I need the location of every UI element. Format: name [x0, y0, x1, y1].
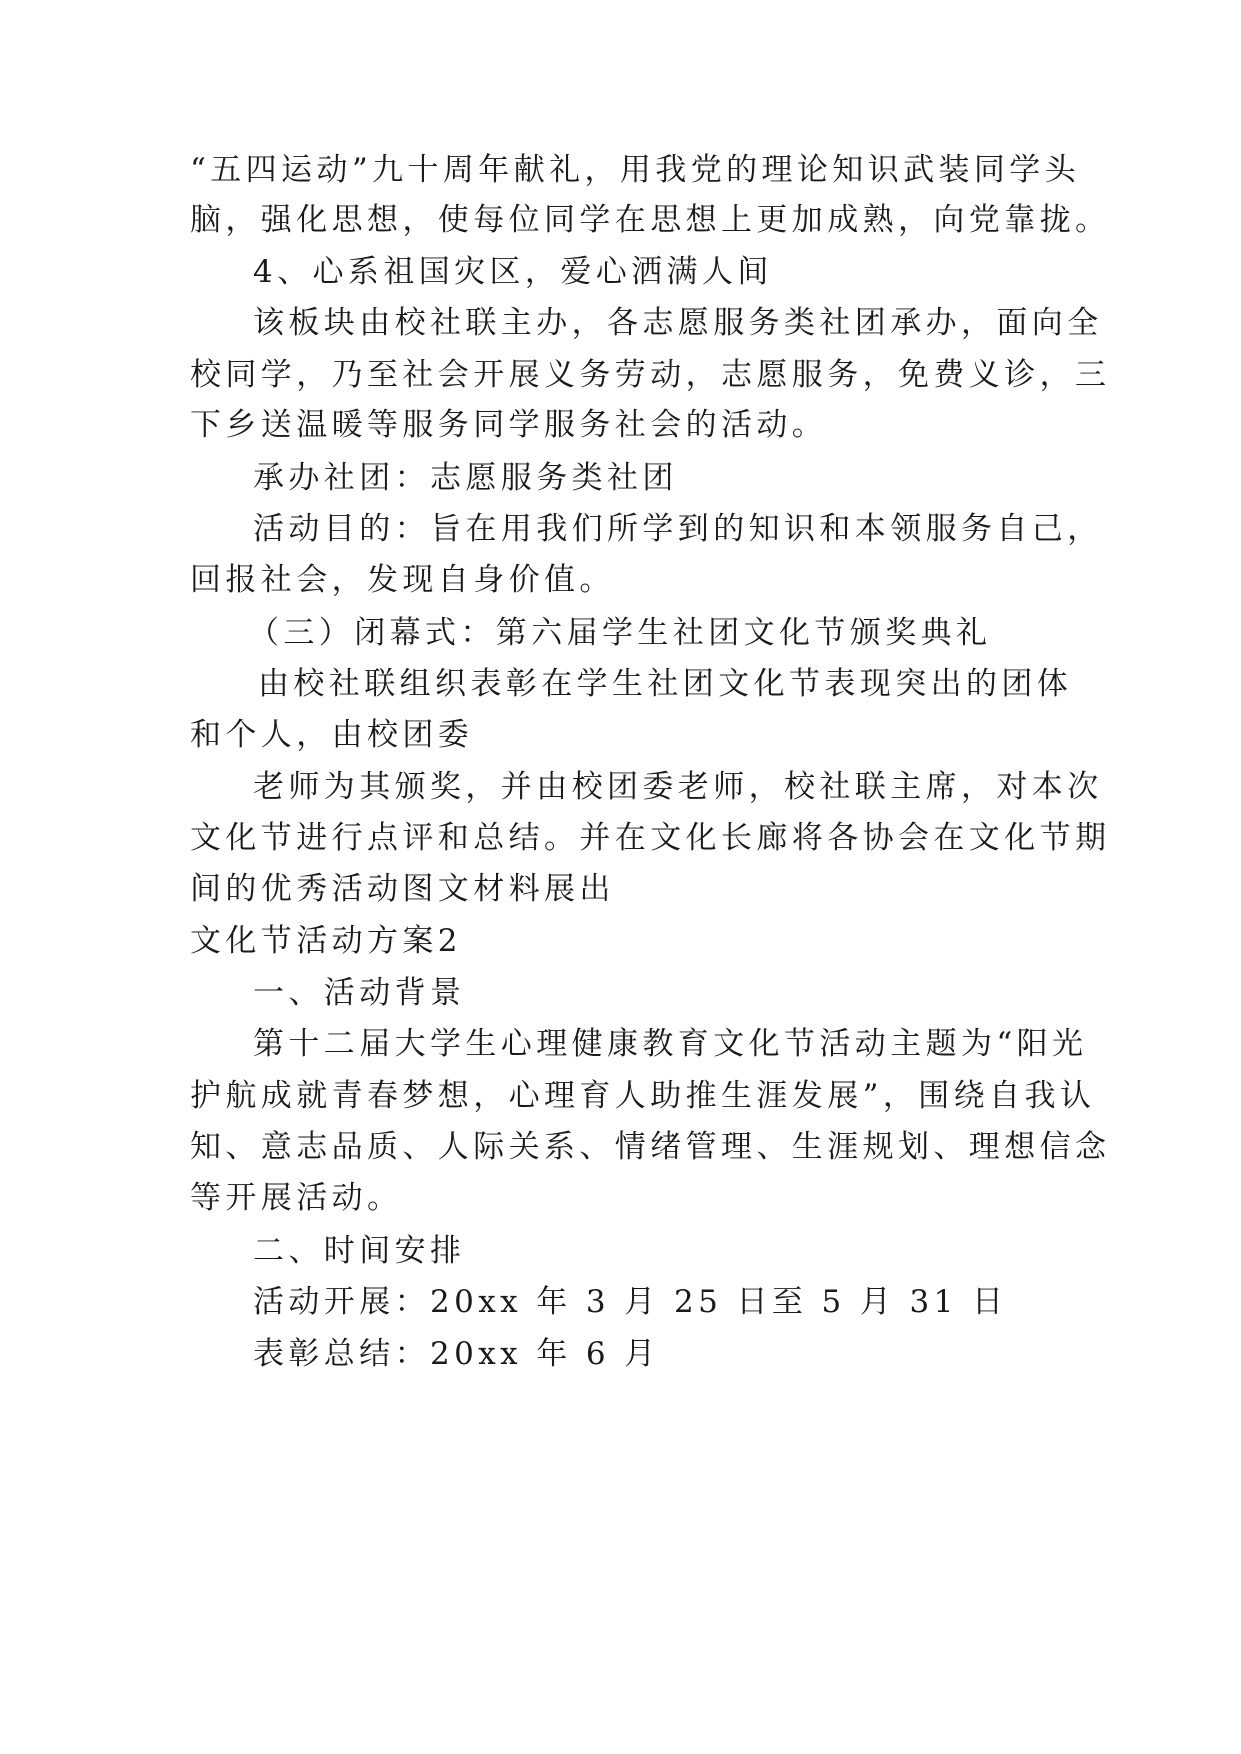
text-line: 老师为其颁奖，并由校团委老师，校社联主席，对本次: [253, 769, 1103, 805]
text-line: 校同学，乃至社会开展义务劳动，志愿服务，免费义诊，三: [190, 357, 1111, 393]
text-line: 活动开展：20xx 年 3 月 25 日至 5 月 31 日: [253, 1284, 1008, 1320]
text-line: 护航成就青春梦想，心理育人助推生涯发展”，围绕自我认: [190, 1078, 1096, 1114]
text-line: 由校社联组织表彰在学生社团文化节表现突出的团体: [258, 666, 1073, 702]
text-line: 等开展活动。: [190, 1180, 403, 1216]
text-line: “五四运动”九十周年献礼，用我党的理论知识武装同学头: [190, 152, 1081, 188]
section-heading: 二、时间安排: [253, 1233, 466, 1269]
text-line: 活动目的：旨在用我们所学到的知识和本领服务自己，: [253, 511, 1103, 547]
text-line: 知、意志品质、人际关系、情绪管理、生涯规划、理想信念: [190, 1129, 1111, 1165]
text-line: 表彰总结：20xx 年 6 月: [253, 1336, 660, 1372]
text-line: 下乡送温暖等服务同学服务社会的活动。: [190, 407, 828, 443]
text-line: 第十二届大学生心理健康教育文化节活动主题为“阳光: [253, 1026, 1088, 1062]
text-line: 脑，强化思想，使每位同学在思想上更加成熟，向党靠拢。: [190, 202, 1111, 238]
section-heading: （三）闭幕式：第六届学生社团文化节颁奖典礼: [248, 615, 992, 651]
section-heading: 一、活动背景: [253, 975, 466, 1011]
text-line: 该板块由校社联主办，各志愿服务类社团承办，面向全: [253, 305, 1103, 341]
text-line: 文化节进行点评和总结。并在文化长廊将各协会在文化节期: [190, 820, 1111, 856]
document-title: 文化节活动方案2: [190, 923, 462, 959]
section-heading: 4、心系祖国灾区，爱心洒满人间: [253, 254, 773, 290]
text-line: 承办社团：志愿服务类社团: [253, 460, 678, 496]
text-line: 和个人，由校团委: [190, 717, 474, 753]
text-line: 回报社会，发现自身价值。: [190, 562, 615, 598]
text-line: 间的优秀活动图文材料展出: [190, 871, 615, 907]
